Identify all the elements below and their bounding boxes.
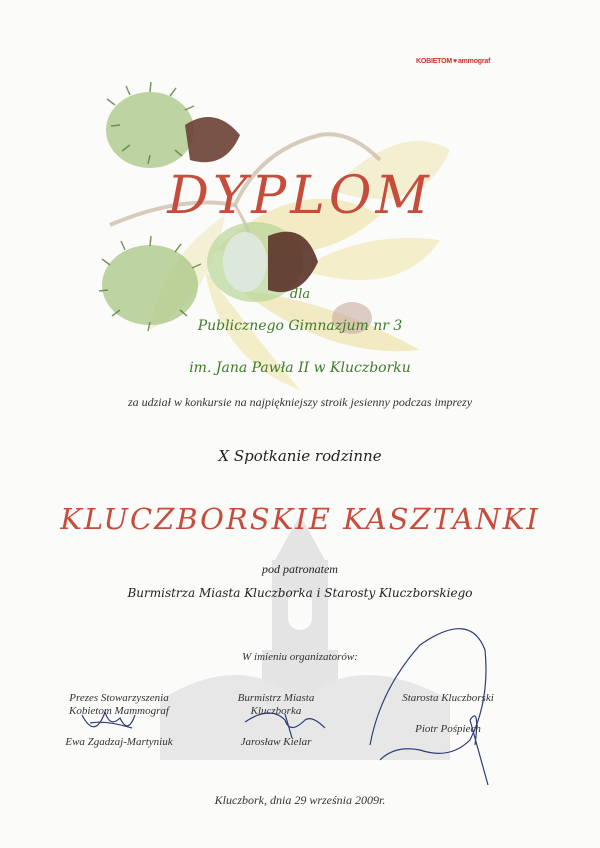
signature-block-2 — [206, 692, 346, 749]
patron-label: pod patronatem — [262, 562, 338, 576]
place-and-date: Kluczbork, dnia 29 września 2009r. — [214, 793, 386, 807]
mammograf-logo — [416, 58, 490, 65]
signatory-role-line2: Kluczborka — [250, 705, 302, 717]
signatory-role-line1: Burmistrz Miasta — [237, 692, 315, 704]
signature-block-1 — [44, 692, 194, 749]
signatory-role-line2: Kobietom Mammograf — [69, 705, 169, 717]
diploma-title: DYPLOM — [167, 166, 433, 226]
logo-text-right: ammograf — [457, 58, 491, 65]
for-word: dla — [289, 287, 311, 302]
signatory-role-line1: Starosta Kluczborski — [402, 692, 494, 704]
signature-block-3 — [378, 692, 518, 736]
event-title: KLUCZBORSKIE KASZTANKI — [60, 502, 540, 536]
signatory-name: Piotr Pośpiech — [415, 723, 481, 735]
logo-text-left: KOBIETOM — [416, 58, 452, 65]
signatory-name: Ewa Zgadzaj-Martyniuk — [65, 736, 173, 748]
organizers-label: W imieniu organizatorów: — [242, 651, 358, 663]
event-name: X Spotkanie rodzinne — [218, 447, 382, 465]
contest-description: za udział w konkursie na najpiękniejszy stroik jesienny podczas imprezy — [127, 395, 473, 409]
school-name-line1: Publicznego Gimnazjum nr 3 — [197, 318, 403, 334]
signatory-name: Jarosław Kielar — [240, 736, 312, 748]
chestnut-husk-top — [106, 82, 240, 168]
patron-names: Burmistrza Miasta Kluczborka i Starosty Kluczborskiego — [127, 586, 473, 600]
heart-icon: ♥ — [453, 58, 457, 65]
signatory-role-line1: Prezes Stowarzyszenia — [69, 692, 169, 704]
school-name-line2: im. Jana Pawła II w Kluczborku — [189, 360, 411, 376]
